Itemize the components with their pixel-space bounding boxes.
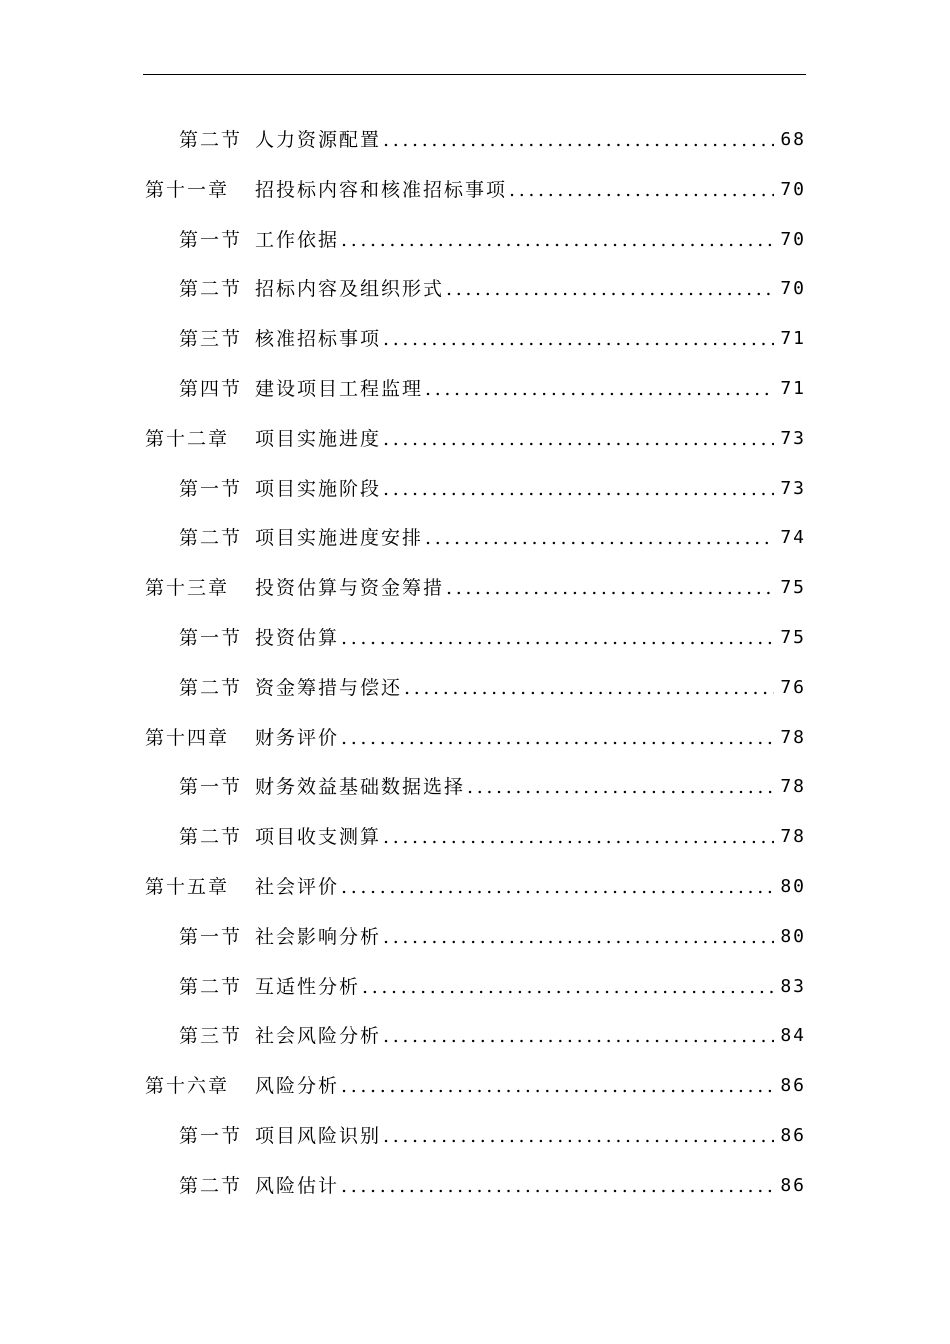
section-number: 第二节 [179, 278, 243, 301]
entry-title: 互适性分析 [255, 975, 361, 998]
section-number: 第三节 [179, 328, 243, 351]
page-number: 84 [780, 1025, 806, 1047]
toc-section-entry[interactable] [179, 125, 806, 155]
dot-leader [383, 424, 774, 454]
dot-leader [383, 922, 774, 952]
section-number: 第二节 [179, 975, 243, 998]
dot-leader [362, 972, 774, 1002]
dot-leader [383, 474, 774, 504]
dot-leader [509, 175, 774, 205]
toc-section-entry[interactable] [179, 225, 806, 255]
page-number: 71 [780, 378, 806, 399]
toc-section-entry[interactable] [179, 1171, 806, 1201]
page-number: 70 [780, 178, 806, 200]
entry-title: 投资估算与资金筹措 [255, 577, 445, 600]
entry-title: 资金筹措与偿还 [255, 676, 403, 699]
page-number: 74 [780, 527, 806, 549]
section-number: 第二节 [179, 1174, 243, 1197]
entry-title: 风险估计 [255, 1174, 340, 1197]
entry-title: 项目实施进度安排 [255, 527, 424, 550]
dot-leader [383, 324, 774, 354]
dot-leader [404, 673, 774, 703]
chapter-number: 第十四章 [145, 726, 230, 749]
page-number: 80 [780, 925, 806, 947]
toc-section-entry[interactable] [179, 772, 806, 802]
page-number: 80 [780, 876, 806, 897]
toc-section-entry[interactable] [179, 1121, 806, 1151]
page-number: 86 [780, 1174, 806, 1196]
entry-title: 财务评价 [255, 726, 340, 749]
section-number: 第二节 [179, 826, 243, 849]
dot-leader [383, 1021, 774, 1051]
entry-title: 人力资源配置 [255, 129, 382, 151]
section-number: 第一节 [179, 477, 243, 500]
dot-leader [446, 573, 774, 603]
section-number: 第二节 [179, 527, 243, 550]
toc-chapter-entry[interactable] [145, 1071, 806, 1101]
entry-title: 项目实施进度 [255, 427, 382, 450]
page-number: 70 [780, 228, 806, 250]
page-number: 73 [780, 477, 806, 499]
entry-title: 项目收支测算 [255, 826, 382, 849]
dot-leader [446, 274, 774, 304]
entry-title: 项目风险识别 [255, 1125, 382, 1147]
toc-section-entry[interactable] [179, 822, 806, 852]
dot-leader [341, 1071, 774, 1101]
dot-leader [383, 1121, 774, 1151]
page-number: 73 [780, 427, 806, 449]
section-number: 第二节 [179, 129, 243, 151]
toc-section-entry[interactable] [179, 922, 806, 952]
toc-section-entry[interactable] [179, 1021, 806, 1051]
entry-title: 核准招标事项 [255, 328, 382, 351]
section-number: 第一节 [179, 776, 243, 799]
toc-section-entry[interactable] [179, 673, 806, 703]
toc-section-entry[interactable] [179, 523, 806, 553]
dot-leader [341, 872, 774, 902]
dot-leader [467, 772, 774, 802]
toc-section-entry[interactable] [179, 474, 806, 504]
page-number: 70 [780, 278, 806, 300]
dot-leader [341, 1171, 774, 1201]
toc-section-entry[interactable] [179, 972, 806, 1002]
dot-leader [341, 225, 774, 255]
dot-leader [383, 125, 774, 155]
page-number: 75 [780, 627, 806, 648]
toc-section-entry[interactable] [179, 623, 806, 653]
section-number: 第一节 [179, 925, 243, 948]
page-number: 75 [780, 577, 806, 599]
dot-leader [383, 822, 774, 852]
toc-section-entry[interactable] [179, 374, 806, 404]
entry-title: 招投标内容和核准招标事项 [255, 178, 508, 201]
section-number: 第三节 [179, 1025, 243, 1048]
toc-chapter-entry[interactable] [145, 723, 806, 753]
entry-title: 建设项目工程监理 [255, 378, 424, 400]
toc-chapter-entry[interactable] [145, 872, 806, 902]
chapter-number: 第十三章 [145, 577, 230, 600]
section-number: 第一节 [179, 627, 243, 649]
toc-section-entry[interactable] [179, 324, 806, 354]
toc-chapter-entry[interactable] [145, 424, 806, 454]
page-number: 78 [780, 726, 806, 748]
page-number: 78 [780, 776, 806, 798]
dot-leader [425, 374, 774, 404]
page-number: 86 [780, 1075, 806, 1097]
page-number: 71 [780, 328, 806, 350]
dot-leader [425, 523, 774, 553]
entry-title: 社会影响分析 [255, 925, 382, 948]
section-number: 第四节 [179, 378, 243, 400]
toc-chapter-entry[interactable] [145, 573, 806, 603]
toc-chapter-entry[interactable] [145, 175, 806, 205]
entry-title: 项目实施阶段 [255, 477, 382, 500]
entry-title: 投资估算 [255, 627, 340, 649]
entry-title: 风险分析 [255, 1075, 340, 1098]
chapter-number: 第十五章 [145, 876, 230, 898]
chapter-number: 第十二章 [145, 427, 230, 450]
page-number: 86 [780, 1125, 806, 1146]
section-number: 第二节 [179, 676, 243, 699]
section-number: 第一节 [179, 1125, 243, 1147]
entry-title: 社会风险分析 [255, 1025, 382, 1048]
page-number: 76 [780, 676, 806, 698]
chapter-number: 第十一章 [145, 178, 230, 201]
entry-title: 工作依据 [255, 228, 340, 251]
page-number: 68 [780, 129, 806, 150]
chapter-number: 第十六章 [145, 1075, 230, 1098]
entry-title: 社会评价 [255, 876, 340, 898]
dot-leader [341, 623, 774, 653]
section-number: 第一节 [179, 228, 243, 251]
header-rule [143, 74, 806, 75]
page-number: 78 [780, 826, 806, 848]
page-number: 83 [780, 975, 806, 997]
toc-section-entry[interactable] [179, 274, 806, 304]
dot-leader [341, 723, 774, 753]
entry-title: 财务效益基础数据选择 [255, 776, 466, 799]
entry-title: 招标内容及组织形式 [255, 278, 445, 301]
